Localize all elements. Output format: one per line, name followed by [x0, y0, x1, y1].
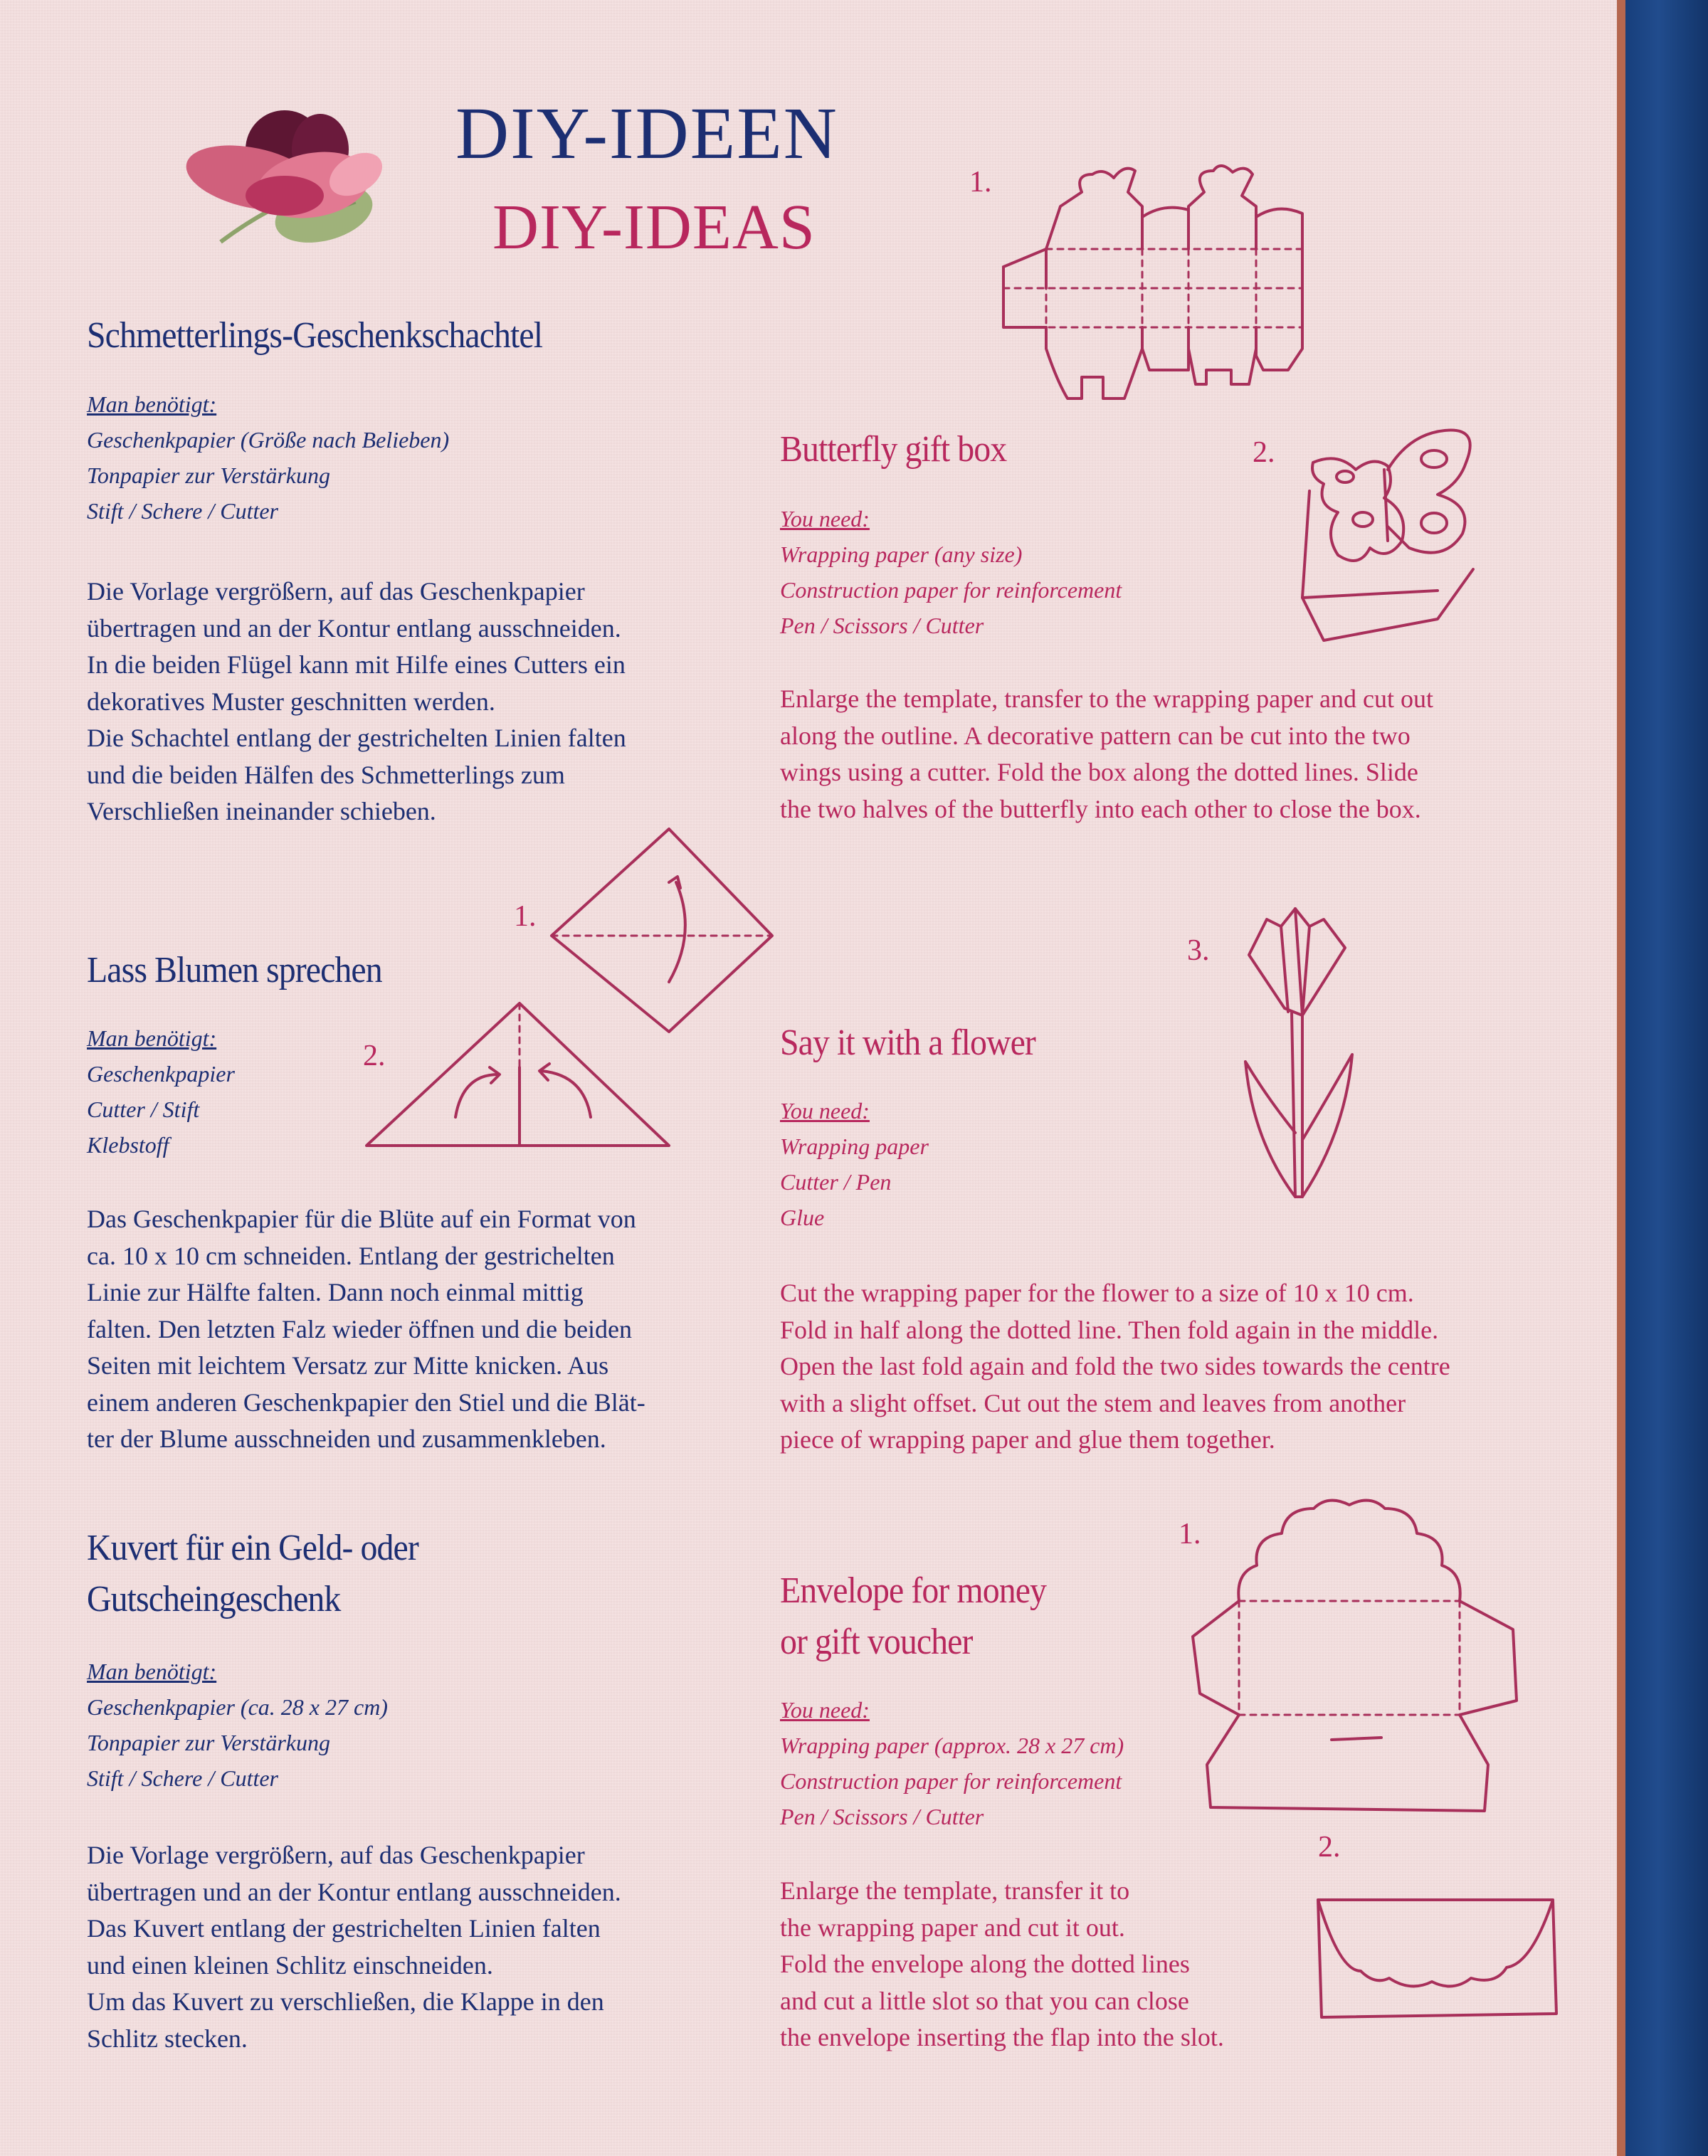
- text-line: In die beiden Flügel kann mit Hilfe eines Cutters ein: [87, 650, 626, 679]
- text-line: Verschließen ineinander schieben.: [87, 797, 436, 825]
- step-number: 1.: [1179, 1518, 1201, 1550]
- needs-item: Glue: [780, 1205, 825, 1230]
- section-3-needs-en: [780, 1692, 1124, 1834]
- section-1-heading-de: Schmetterlings-Geschenkschachtel: [87, 315, 543, 356]
- needs-item: Cutter / Pen: [780, 1169, 892, 1195]
- needs-item: Geschenkpapier (Größe nach Belieben): [87, 427, 450, 453]
- needs-item: Cutter / Stift: [87, 1097, 200, 1122]
- text-line: falten. Den letzten Falz wieder öffnen und die beiden: [87, 1314, 633, 1343]
- section-2-text-de: [87, 1201, 645, 1458]
- section-2-text-en: [780, 1275, 1450, 1459]
- section-3-text-en: [780, 1873, 1224, 2056]
- section-1-text-en: [780, 681, 1433, 828]
- needs-item: Stift / Schere / Cutter: [87, 1765, 278, 1791]
- text-line: wings using a cutter. Fold the box along the dotted lines. Slide: [780, 758, 1418, 786]
- page-title-de: DIY-IDEEN: [455, 93, 838, 174]
- pink-flower-icon: [178, 100, 391, 263]
- section-2-needs-en: [780, 1093, 929, 1235]
- step-number: 2.: [1253, 436, 1275, 469]
- text-line: Die Vorlage vergrößern, auf das Geschenkpapier: [87, 1841, 585, 1869]
- text-line: übertragen und an der Kontur entlang ausschneiden.: [87, 1877, 621, 1906]
- butterfly-box-finished-diagram: [1295, 427, 1509, 655]
- section-2-needs-de: [87, 1020, 235, 1163]
- needs-label: Man benötigt:: [87, 1659, 217, 1684]
- section-2-heading-en: Say it with a flower: [780, 1022, 1035, 1063]
- step-number: 2.: [1318, 1831, 1341, 1864]
- step-number: 2.: [363, 1040, 386, 1072]
- text-line: Das Geschenkpapier für die Blüte auf ein Format von: [87, 1205, 636, 1233]
- section-3-heading-de: [87, 1523, 418, 1625]
- needs-item: Klebstoff: [87, 1132, 169, 1158]
- flower-fold-step-3-diagram: [1238, 905, 1359, 1204]
- text-line: Enlarge the template, transfer it to: [780, 1876, 1130, 1905]
- text-line: Die Schachtel entlang der gestrichelten Linien falten: [87, 724, 626, 752]
- section-1-text-de: [87, 574, 626, 830]
- text-line: the envelope inserting the flap into the slot.: [780, 2023, 1224, 2051]
- text-line: übertragen und an der Kontur entlang ausschneiden.: [87, 613, 621, 643]
- heading-line: or gift voucher: [780, 1622, 973, 1662]
- needs-item: Stift / Schere / Cutter: [87, 498, 278, 524]
- heading-line: Envelope for money: [780, 1570, 1047, 1611]
- text-line: Seiten mit leichtem Versatz zur Mitte knicken. Aus: [87, 1351, 609, 1380]
- text-line: piece of wrapping paper and glue them together.: [780, 1425, 1275, 1454]
- envelope-template-diagram: [1186, 1494, 1527, 1822]
- needs-label: Man benötigt:: [87, 391, 217, 417]
- section-3-text-de: [87, 1837, 621, 2057]
- needs-item: Pen / Scissors / Cutter: [780, 613, 984, 638]
- section-3-needs-de: [87, 1654, 388, 1796]
- book-cover-edge: [1617, 0, 1625, 2156]
- heading-line: Gutscheingeschenk: [87, 1579, 341, 1619]
- step-number: 1.: [969, 166, 992, 199]
- heading-line: Kuvert für ein Geld- oder: [87, 1528, 418, 1568]
- envelope-finished-diagram: [1311, 1878, 1567, 2021]
- needs-item: Wrapping paper: [780, 1134, 929, 1159]
- needs-label: You need:: [780, 1098, 870, 1124]
- text-line: und einen kleinen Schlitz einschneiden.: [87, 1950, 493, 1980]
- flower-fold-step-2-diagram: [363, 996, 683, 1167]
- needs-item: Tonpapier zur Verstärkung: [87, 1730, 330, 1755]
- text-line: Schlitz stecken.: [87, 2024, 248, 2053]
- needs-item: Tonpapier zur Verstärkung: [87, 463, 330, 488]
- text-line: Fold the envelope along the dotted lines: [780, 1950, 1190, 1978]
- text-line: along the outline. A decorative pattern can be cut into the two: [780, 721, 1411, 750]
- text-line: und die beiden Hälfen des Schmetterlings zum: [87, 760, 565, 789]
- section-1-needs-de: [87, 386, 449, 529]
- needs-item: Geschenkpapier (ca. 28 x 27 cm): [87, 1694, 388, 1720]
- text-line: dekoratives Muster geschnitten werden.: [87, 687, 495, 716]
- text-line: Enlarge the template, transfer to the wrapping paper and cut out: [780, 685, 1433, 713]
- text-line: ca. 10 x 10 cm schneiden. Entlang der gestrichelten: [87, 1241, 615, 1270]
- page-title-en: DIY-IDEAS: [492, 192, 816, 263]
- text-line: Linie zur Hälfte falten. Dann noch einmal mittig: [87, 1278, 584, 1306]
- text-line: the two halves of the butterfly into each other to close the box.: [780, 794, 1421, 823]
- section-2-heading-de: Lass Blumen sprechen: [87, 950, 382, 990]
- text-line: Cut the wrapping paper for the flower to a size of 10 x 10 cm.: [780, 1279, 1414, 1307]
- section-3-heading-en: [780, 1565, 1046, 1668]
- needs-item: Construction paper for reinforcement: [780, 577, 1122, 603]
- text-line: Open the last fold again and fold the two sides towards the centre: [780, 1352, 1450, 1380]
- text-line: Das Kuvert entlang der gestrichelten Linien falten: [87, 1914, 601, 1943]
- text-line: einem anderen Geschenkpapier den Stiel und die Blät-: [87, 1388, 645, 1417]
- needs-item: Wrapping paper (approx. 28 x 27 cm): [780, 1733, 1124, 1758]
- needs-label: Man benötigt:: [87, 1025, 217, 1051]
- text-line: ter der Blume ausschneiden und zusammenkleben.: [87, 1425, 606, 1453]
- section-1-needs-en: [780, 501, 1122, 643]
- butterfly-box-template-diagram: [1003, 164, 1374, 398]
- text-line: Die Vorlage vergrößern, auf das Geschenkpapier: [87, 577, 585, 606]
- needs-item: Geschenkpapier: [87, 1061, 235, 1087]
- needs-label: You need:: [780, 1697, 870, 1723]
- needs-item: Pen / Scissors / Cutter: [780, 1804, 984, 1829]
- needs-item: Construction paper for reinforcement: [780, 1768, 1122, 1794]
- text-line: with a slight offset. Cut out the stem and leaves from another: [780, 1388, 1406, 1417]
- text-line: Um das Kuvert zu verschließen, die Klappe in den: [87, 1987, 604, 2016]
- text-line: and cut a little slot so that you can close: [780, 1986, 1189, 2015]
- step-number: 3.: [1187, 934, 1210, 967]
- step-number: 1.: [514, 900, 537, 933]
- text-line: Fold in half along the dotted line. Then fold again in the middle.: [780, 1315, 1439, 1344]
- needs-label: You need:: [780, 506, 870, 532]
- book-cover: [1625, 0, 1708, 2156]
- text-line: the wrapping paper and cut it out.: [780, 1913, 1125, 1942]
- section-1-heading-en: Butterfly gift box: [780, 429, 1007, 470]
- needs-item: Wrapping paper (any size): [780, 541, 1023, 567]
